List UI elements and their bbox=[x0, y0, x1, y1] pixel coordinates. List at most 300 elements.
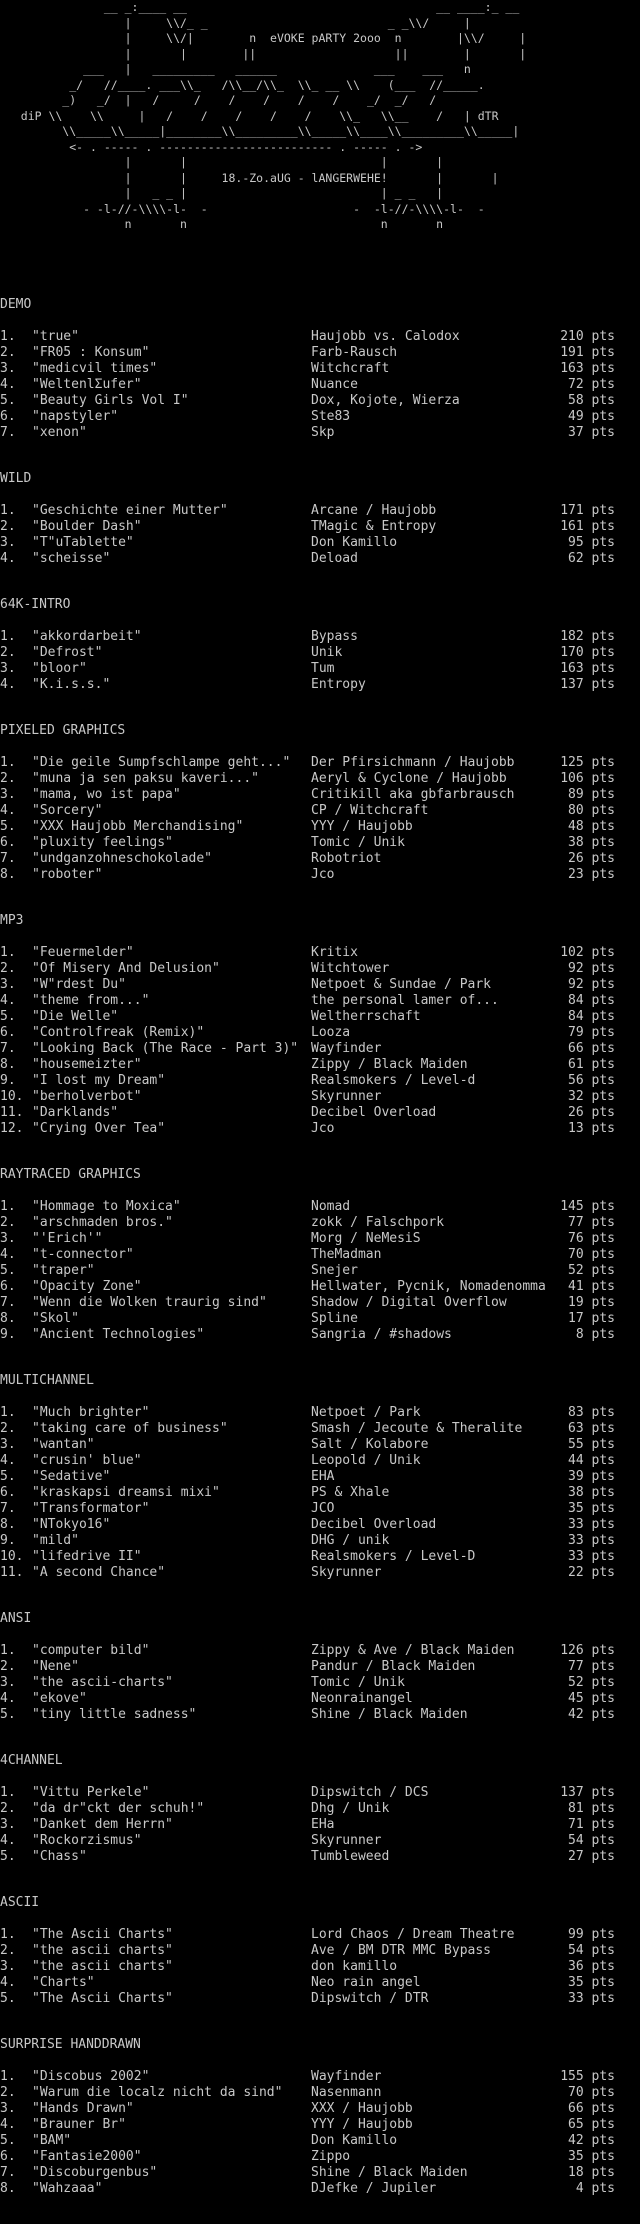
entry-title: "xenon" bbox=[32, 425, 87, 440]
entry-points: 161 pts bbox=[560, 519, 615, 534]
entry-points: 163 pts bbox=[560, 661, 615, 676]
entry-points: 77 pts bbox=[568, 1215, 615, 1230]
entry-points: 92 pts bbox=[568, 977, 615, 992]
entry-points: 66 pts bbox=[568, 2101, 615, 2116]
rank-number: 4. bbox=[0, 1453, 16, 1468]
result-row bbox=[0, 1089, 640, 1105]
entry-author: Bypass bbox=[311, 629, 358, 644]
rank-number: 3. bbox=[0, 787, 16, 802]
rank-number: 7. bbox=[0, 851, 16, 866]
entry-title: "Brauner Br" bbox=[32, 2117, 126, 2132]
result-row bbox=[0, 345, 640, 361]
rank-number: 9. bbox=[0, 1073, 16, 1088]
entry-author: Ave / BM DTR MMC Bypass bbox=[311, 1943, 492, 1958]
entry-points: 19 pts bbox=[568, 1295, 615, 1310]
entry-points: 92 pts bbox=[568, 961, 615, 976]
result-row bbox=[0, 755, 640, 771]
rank-number: 8. bbox=[0, 867, 16, 882]
entry-title: "kraskapsi dreamsi mixi" bbox=[32, 1485, 220, 1500]
entry-title: "Defrost" bbox=[32, 645, 103, 660]
entry-points: 54 pts bbox=[568, 1943, 615, 1958]
entry-title: "taking care of business" bbox=[32, 1421, 228, 1436]
rank-number: 4. bbox=[0, 2117, 16, 2132]
result-row bbox=[0, 1437, 640, 1453]
entry-title: "tiny little sadness" bbox=[32, 1707, 197, 1722]
entry-points: 84 pts bbox=[568, 1009, 615, 1024]
section-title: SURPRISE HANDDRAWN bbox=[0, 2037, 141, 2052]
entry-author: Morg / NeMesiS bbox=[311, 1231, 421, 1246]
entry-author: Critikill aka gbfarbrausch bbox=[311, 787, 515, 802]
result-row bbox=[0, 519, 640, 535]
entry-title: "Opacity Zone" bbox=[32, 1279, 142, 1294]
result-row bbox=[0, 377, 640, 393]
results-section bbox=[0, 1895, 640, 2007]
entry-title: "Fantasie2000" bbox=[32, 2149, 142, 2164]
entry-author: Unik bbox=[311, 645, 343, 660]
entry-author: Dipswitch / DCS bbox=[311, 1785, 429, 1800]
result-row bbox=[0, 393, 640, 409]
rank-number: 7. bbox=[0, 1295, 16, 1310]
section-title: ANSI bbox=[0, 1611, 32, 1626]
rank-number: 10. bbox=[0, 1549, 24, 1564]
rank-number: 10. bbox=[0, 1089, 24, 1104]
result-row bbox=[0, 645, 640, 661]
result-row bbox=[0, 1215, 640, 1231]
entry-title: "The Ascii Charts" bbox=[32, 1927, 173, 1942]
entry-title: "Warum die localz nicht da sind" bbox=[32, 2085, 283, 2100]
entry-points: 55 pts bbox=[568, 1437, 615, 1452]
result-row bbox=[0, 1469, 640, 1485]
rank-number: 3. bbox=[0, 661, 16, 676]
rank-number: 4. bbox=[0, 803, 16, 818]
entry-title: "t-connector" bbox=[32, 1247, 134, 1262]
result-row bbox=[0, 1959, 640, 1975]
result-row bbox=[0, 1453, 640, 1469]
entry-points: 52 pts bbox=[568, 1263, 615, 1278]
entry-title: "Wahzaaa" bbox=[32, 2181, 103, 2196]
entry-author: Wayfinder bbox=[311, 2069, 382, 2084]
entry-author: XXX / Haujobb bbox=[311, 2101, 413, 2116]
section-title: DEMO bbox=[0, 297, 32, 312]
entry-title: "muna ja sen paksu kaveri..." bbox=[32, 771, 259, 786]
rank-number: 7. bbox=[0, 2165, 16, 2180]
rank-number: 6. bbox=[0, 409, 16, 424]
entry-points: 54 pts bbox=[568, 1833, 615, 1848]
entry-title: "lifedrive II" bbox=[32, 1549, 142, 1564]
entry-author: Don Kamillo bbox=[311, 535, 398, 550]
rank-number: 8. bbox=[0, 1517, 16, 1532]
entry-points: 37 pts bbox=[568, 425, 615, 440]
entry-author: Kritix bbox=[311, 945, 358, 960]
rank-number: 2. bbox=[0, 1659, 16, 1674]
rank-number: 2. bbox=[0, 345, 16, 360]
section-title: MULTICHANNEL bbox=[0, 1373, 94, 1388]
entry-author: Aeryl & Cyclone / Haujobb bbox=[311, 771, 507, 786]
entry-points: 45 pts bbox=[568, 1691, 615, 1706]
entry-title: "Looking Back (The Race - Part 3)" bbox=[32, 1041, 299, 1056]
entry-points: 58 pts bbox=[568, 393, 615, 408]
result-row bbox=[0, 1121, 640, 1137]
result-row bbox=[0, 1199, 640, 1215]
result-row bbox=[0, 835, 640, 851]
entry-author: Leopold / Unik bbox=[311, 1453, 421, 1468]
result-row bbox=[0, 1801, 640, 1817]
entry-title: "XXX Haujobb Merchandising" bbox=[32, 819, 244, 834]
rank-number: 1. bbox=[0, 755, 16, 770]
rank-number: 1. bbox=[0, 2069, 16, 2084]
entry-points: 13 pts bbox=[568, 1121, 615, 1136]
entry-author: Dhg / Unik bbox=[311, 1801, 390, 1816]
entry-title: "roboter" bbox=[32, 867, 103, 882]
entry-points: 17 pts bbox=[568, 1311, 615, 1326]
entry-author: Snejer bbox=[311, 1263, 358, 1278]
entry-author: TheMadman bbox=[311, 1247, 382, 1262]
entry-points: 171 pts bbox=[560, 503, 615, 518]
result-row bbox=[0, 977, 640, 993]
entry-title: "mama, wo ist papa" bbox=[32, 787, 181, 802]
entry-points: 84 pts bbox=[568, 993, 615, 1008]
rank-number: 4. bbox=[0, 1691, 16, 1706]
entry-author: Nuance bbox=[311, 377, 358, 392]
entry-author: Ste83 bbox=[311, 409, 351, 424]
results-section bbox=[0, 1167, 640, 1343]
result-row bbox=[0, 1485, 640, 1501]
rank-number: 7. bbox=[0, 1041, 16, 1056]
entry-author: Robotriot bbox=[311, 851, 382, 866]
entry-title: "Discoburgenbus" bbox=[32, 2165, 158, 2180]
entry-author: DHG / unik bbox=[311, 1533, 390, 1548]
entry-title: "Sedative" bbox=[32, 1469, 111, 1484]
rank-number: 4. bbox=[0, 1833, 16, 1848]
result-row bbox=[0, 2085, 640, 2101]
entry-author: DJefke / Jupiler bbox=[311, 2181, 437, 2196]
rank-number: 6. bbox=[0, 1279, 16, 1294]
entry-title: "T"uTablette" bbox=[32, 535, 134, 550]
rank-number: 3. bbox=[0, 1437, 16, 1452]
rank-number: 4. bbox=[0, 1247, 16, 1262]
result-row bbox=[0, 409, 640, 425]
entry-title: "Geschichte einer Mutter" bbox=[32, 503, 228, 518]
entry-points: 41 pts bbox=[568, 1279, 615, 1294]
entry-title: "Feuermelder" bbox=[32, 945, 134, 960]
entry-title: "Charts" bbox=[32, 1975, 95, 1990]
result-row bbox=[0, 1707, 640, 1723]
entry-title: "Rockorzismus" bbox=[32, 1833, 142, 1848]
entry-title: "Controlfreak (Remix)" bbox=[32, 1025, 205, 1040]
entry-points: 26 pts bbox=[568, 1105, 615, 1120]
rank-number: 1. bbox=[0, 329, 16, 344]
results-section bbox=[0, 723, 640, 883]
result-row bbox=[0, 503, 640, 519]
entry-author: Jco bbox=[311, 867, 335, 882]
result-row bbox=[0, 961, 640, 977]
entry-points: 18 pts bbox=[568, 2165, 615, 2180]
entry-points: 65 pts bbox=[568, 2117, 615, 2132]
result-row bbox=[0, 1927, 640, 1943]
entry-title: "K.i.s.s." bbox=[32, 677, 111, 692]
rank-number: 3. bbox=[0, 1959, 16, 1974]
entry-points: 42 pts bbox=[568, 1707, 615, 1722]
entry-title: "Die geile Sumpfschlampe geht..." bbox=[32, 755, 291, 770]
entry-title: "Beauty Girls Vol I" bbox=[32, 393, 189, 408]
result-row bbox=[0, 945, 640, 961]
entry-title: "Hommage to Moxica" bbox=[32, 1199, 181, 1214]
entry-points: 77 pts bbox=[568, 1659, 615, 1674]
entry-points: 35 pts bbox=[568, 2149, 615, 2164]
entry-title: "'Erich'" bbox=[32, 1231, 103, 1246]
section-title: WILD bbox=[0, 471, 32, 486]
entry-author: Skyrunner bbox=[311, 1089, 382, 1104]
result-row bbox=[0, 1675, 640, 1691]
results-section bbox=[0, 2037, 640, 2197]
section-title: 64K-INTRO bbox=[0, 597, 71, 612]
rank-number: 4. bbox=[0, 677, 16, 692]
entry-points: 8 pts bbox=[575, 1327, 615, 1342]
entry-title: "bloor" bbox=[32, 661, 87, 676]
rank-number: 2. bbox=[0, 771, 16, 786]
rank-number: 4. bbox=[0, 551, 16, 566]
rank-number: 1. bbox=[0, 1643, 16, 1658]
entry-title: "I lost my Dream" bbox=[32, 1073, 166, 1088]
entry-title: "Wenn die Wolken traurig sind" bbox=[32, 1295, 267, 1310]
entry-title: "the ascii charts" bbox=[32, 1959, 173, 1974]
entry-author: the personal lamer of... bbox=[311, 993, 499, 1008]
results-section bbox=[0, 1753, 640, 1865]
rank-number: 4. bbox=[0, 377, 16, 392]
entry-author: Realsmokers / Level-D bbox=[311, 1549, 476, 1564]
entry-points: 70 pts bbox=[568, 1247, 615, 1262]
result-row bbox=[0, 1327, 640, 1343]
entry-title: "akkordarbeit" bbox=[32, 629, 142, 644]
entry-points: 36 pts bbox=[568, 1959, 615, 1974]
entry-author: Shine / Black Maiden bbox=[311, 1707, 468, 1722]
rank-number: 5. bbox=[0, 1707, 16, 1722]
result-row bbox=[0, 1009, 640, 1025]
entry-author: Tum bbox=[311, 661, 335, 676]
entry-author: Decibel Overload bbox=[311, 1105, 437, 1120]
entry-points: 106 pts bbox=[560, 771, 615, 786]
entry-title: "Crying Over Tea" bbox=[32, 1121, 166, 1136]
entry-author: EHA bbox=[311, 1469, 335, 1484]
rank-number: 2. bbox=[0, 961, 16, 976]
rank-number: 3. bbox=[0, 1231, 16, 1246]
entry-author: zokk / Falschpork bbox=[311, 1215, 445, 1230]
entry-title: "computer bild" bbox=[32, 1643, 150, 1658]
result-row bbox=[0, 1517, 640, 1533]
rank-number: 1. bbox=[0, 945, 16, 960]
entry-points: 33 pts bbox=[568, 1549, 615, 1564]
entry-author: Neo rain angel bbox=[311, 1975, 421, 1990]
rank-number: 2. bbox=[0, 1421, 16, 1436]
entry-title: "Transformator" bbox=[32, 1501, 150, 1516]
entry-title: "WeltenlΣufer" bbox=[32, 377, 142, 392]
entry-points: 39 pts bbox=[568, 1469, 615, 1484]
entry-points: 35 pts bbox=[568, 1975, 615, 1990]
entry-points: 4 pts bbox=[575, 2181, 615, 2196]
rank-number: 1. bbox=[0, 1405, 16, 1420]
entry-title: "Danket dem Herrn" bbox=[32, 1817, 173, 1832]
result-row bbox=[0, 1279, 640, 1295]
entry-points: 33 pts bbox=[568, 1533, 615, 1548]
entry-points: 23 pts bbox=[568, 867, 615, 882]
rank-number: 1. bbox=[0, 629, 16, 644]
entry-points: 63 pts bbox=[568, 1421, 615, 1436]
entry-title: "Skol" bbox=[32, 1311, 79, 1326]
section-title: MP3 bbox=[0, 913, 24, 928]
entry-author: Dipswitch / DTR bbox=[311, 1991, 429, 2006]
entry-title: "housemeizter" bbox=[32, 1057, 142, 1072]
rank-number: 9. bbox=[0, 1533, 16, 1548]
entry-author: Der Pfirsichmann / Haujobb bbox=[311, 755, 515, 770]
entry-author: Lord Chaos / Dream Theatre bbox=[311, 1927, 515, 1942]
entry-title: "Hands Drawn" bbox=[32, 2101, 134, 2116]
result-row bbox=[0, 993, 640, 1009]
rank-number: 1. bbox=[0, 1785, 16, 1800]
result-row bbox=[0, 1501, 640, 1517]
result-row bbox=[0, 819, 640, 835]
ascii-art-header: __ _:____ __ __ ____:_ __ | \\/_ _ _ _\\/ | | \\/| n eVOKE pARTY 2ooo n |\\/ | | | || || | | ___ | _________ ______ ___ ___ n _/ //____. ___\\_ /\\__/\\_ \\_ __ \\ (___ //_____. _) _/ | / / / / / / _/ _/ / diP \\ \\ | / / / / / \\_ \\__ / | dTR \\_____\\_____|________\\_________\\_____\\____\\_________\\_____| <- . ----- . ------------------------- . ----- . -> | | | | | | 18.-Zo.aUG - lANGERWEHE! | | | _ _ | | _ _ | - -l-//-\\\\-l- - - -l-//-\\\\-l- - n n n n bbox=[20, 0, 527, 231]
result-row bbox=[0, 2149, 640, 2165]
entry-points: 42 pts bbox=[568, 2133, 615, 2148]
result-row bbox=[0, 2117, 640, 2133]
result-row bbox=[0, 2133, 640, 2149]
entry-author: Nomad bbox=[311, 1199, 351, 1214]
entry-author: YYY / Haujobb bbox=[311, 2117, 413, 2132]
result-row bbox=[0, 1105, 640, 1121]
entry-points: 95 pts bbox=[568, 535, 615, 550]
rank-number: 7. bbox=[0, 425, 16, 440]
section-title: ASCII bbox=[0, 1895, 40, 1910]
entry-title: "pluxity feelings" bbox=[32, 835, 173, 850]
entry-points: 26 pts bbox=[568, 851, 615, 866]
entry-author: Tomic / Unik bbox=[311, 1675, 405, 1690]
results-section bbox=[0, 1373, 640, 1581]
result-row bbox=[0, 661, 640, 677]
entry-points: 89 pts bbox=[568, 787, 615, 802]
entry-title: "FR05 : Konsum" bbox=[32, 345, 150, 360]
entry-title: "wantan" bbox=[32, 1437, 95, 1452]
section-title: 4CHANNEL bbox=[0, 1753, 63, 1768]
entry-author: JCO bbox=[311, 1501, 335, 1516]
entry-points: 155 pts bbox=[560, 2069, 615, 2084]
entry-author: Decibel Overload bbox=[311, 1517, 437, 1532]
entry-title: "da dr"ckt der schuh!" bbox=[32, 1801, 205, 1816]
results-section bbox=[0, 1611, 640, 1723]
entry-title: "Much brighter" bbox=[32, 1405, 150, 1420]
entry-points: 191 pts bbox=[560, 345, 615, 360]
entry-author: Realsmokers / Level-d bbox=[311, 1073, 476, 1088]
results-section bbox=[0, 913, 640, 1137]
entry-author: EHa bbox=[311, 1817, 335, 1832]
entry-title: "mild" bbox=[32, 1533, 79, 1548]
result-row bbox=[0, 535, 640, 551]
entry-points: 44 pts bbox=[568, 1453, 615, 1468]
entry-points: 33 pts bbox=[568, 1517, 615, 1532]
entry-title: "true" bbox=[32, 329, 79, 344]
entry-title: "scheisse" bbox=[32, 551, 111, 566]
result-row bbox=[0, 1565, 640, 1581]
rank-number: 1. bbox=[0, 1199, 16, 1214]
entry-author: Looza bbox=[311, 1025, 351, 1040]
rank-number: 5. bbox=[0, 2133, 16, 2148]
entry-author: Shadow / Digital Overflow bbox=[311, 1295, 507, 1310]
entry-title: "the ascii charts" bbox=[32, 1943, 173, 1958]
entry-author: Skyrunner bbox=[311, 1833, 382, 1848]
rank-number: 6. bbox=[0, 1025, 16, 1040]
entry-author: Farb-Rausch bbox=[311, 345, 398, 360]
entry-points: 38 pts bbox=[568, 835, 615, 850]
entry-points: 137 pts bbox=[560, 677, 615, 692]
rank-number: 6. bbox=[0, 835, 16, 850]
entry-author: Smash / Jecoute & Theralite bbox=[311, 1421, 523, 1436]
entry-title: "arschmaden bros." bbox=[32, 1215, 173, 1230]
entry-title: "A second Chance" bbox=[32, 1565, 166, 1580]
entry-title: "crusin' blue" bbox=[32, 1453, 142, 1468]
rank-number: 3. bbox=[0, 1675, 16, 1690]
entry-author: Skp bbox=[311, 425, 335, 440]
rank-number: 8. bbox=[0, 1057, 16, 1072]
entry-title: "Of Misery And Delusion" bbox=[32, 961, 220, 976]
rank-number: 3. bbox=[0, 977, 16, 992]
entry-title: "W"rdest Du" bbox=[32, 977, 126, 992]
entry-points: 137 pts bbox=[560, 1785, 615, 1800]
entry-points: 102 pts bbox=[560, 945, 615, 960]
result-row bbox=[0, 1421, 640, 1437]
result-row bbox=[0, 771, 640, 787]
results-section bbox=[0, 597, 640, 693]
result-row bbox=[0, 2101, 640, 2117]
result-row bbox=[0, 1943, 640, 1959]
rank-number: 3. bbox=[0, 2101, 16, 2116]
rank-number: 5. bbox=[0, 1991, 16, 2006]
entry-points: 83 pts bbox=[568, 1405, 615, 1420]
entry-author: Skyrunner bbox=[311, 1565, 382, 1580]
entry-author: Deload bbox=[311, 551, 358, 566]
entry-points: 38 pts bbox=[568, 1485, 615, 1500]
result-row bbox=[0, 425, 640, 441]
entry-points: 35 pts bbox=[568, 1501, 615, 1516]
entry-title: "Nene" bbox=[32, 1659, 79, 1674]
entry-author: Witchcraft bbox=[311, 361, 390, 376]
entry-title: "the ascii-charts" bbox=[32, 1675, 173, 1690]
entry-author: Shine / Black Maiden bbox=[311, 2165, 468, 2180]
result-row bbox=[0, 1533, 640, 1549]
entry-author: YYY / Haujobb bbox=[311, 819, 413, 834]
results-section bbox=[0, 471, 640, 567]
rank-number: 3. bbox=[0, 1817, 16, 1832]
entry-points: 125 pts bbox=[560, 755, 615, 770]
result-row bbox=[0, 629, 640, 645]
entry-title: "Chass" bbox=[32, 1849, 87, 1864]
entry-points: 170 pts bbox=[560, 645, 615, 660]
entry-author: Pandur / Black Maiden bbox=[311, 1659, 476, 1674]
rank-number: 6. bbox=[0, 1485, 16, 1500]
entry-author: Entropy bbox=[311, 677, 366, 692]
result-row bbox=[0, 1311, 640, 1327]
entry-author: Netpoet & Sundae / Park bbox=[311, 977, 492, 992]
result-row bbox=[0, 1025, 640, 1041]
result-row bbox=[0, 1817, 640, 1833]
entry-points: 49 pts bbox=[568, 409, 615, 424]
entry-title: "The Ascii Charts" bbox=[32, 1991, 173, 2006]
section-title: PIXELED GRAPHICS bbox=[0, 723, 126, 738]
result-row bbox=[0, 1041, 640, 1057]
entry-title: "Die Welle" bbox=[32, 1009, 119, 1024]
rank-number: 3. bbox=[0, 361, 16, 376]
rank-number: 5. bbox=[0, 1849, 16, 1864]
result-row bbox=[0, 1231, 640, 1247]
rank-number: 12. bbox=[0, 1121, 24, 1136]
